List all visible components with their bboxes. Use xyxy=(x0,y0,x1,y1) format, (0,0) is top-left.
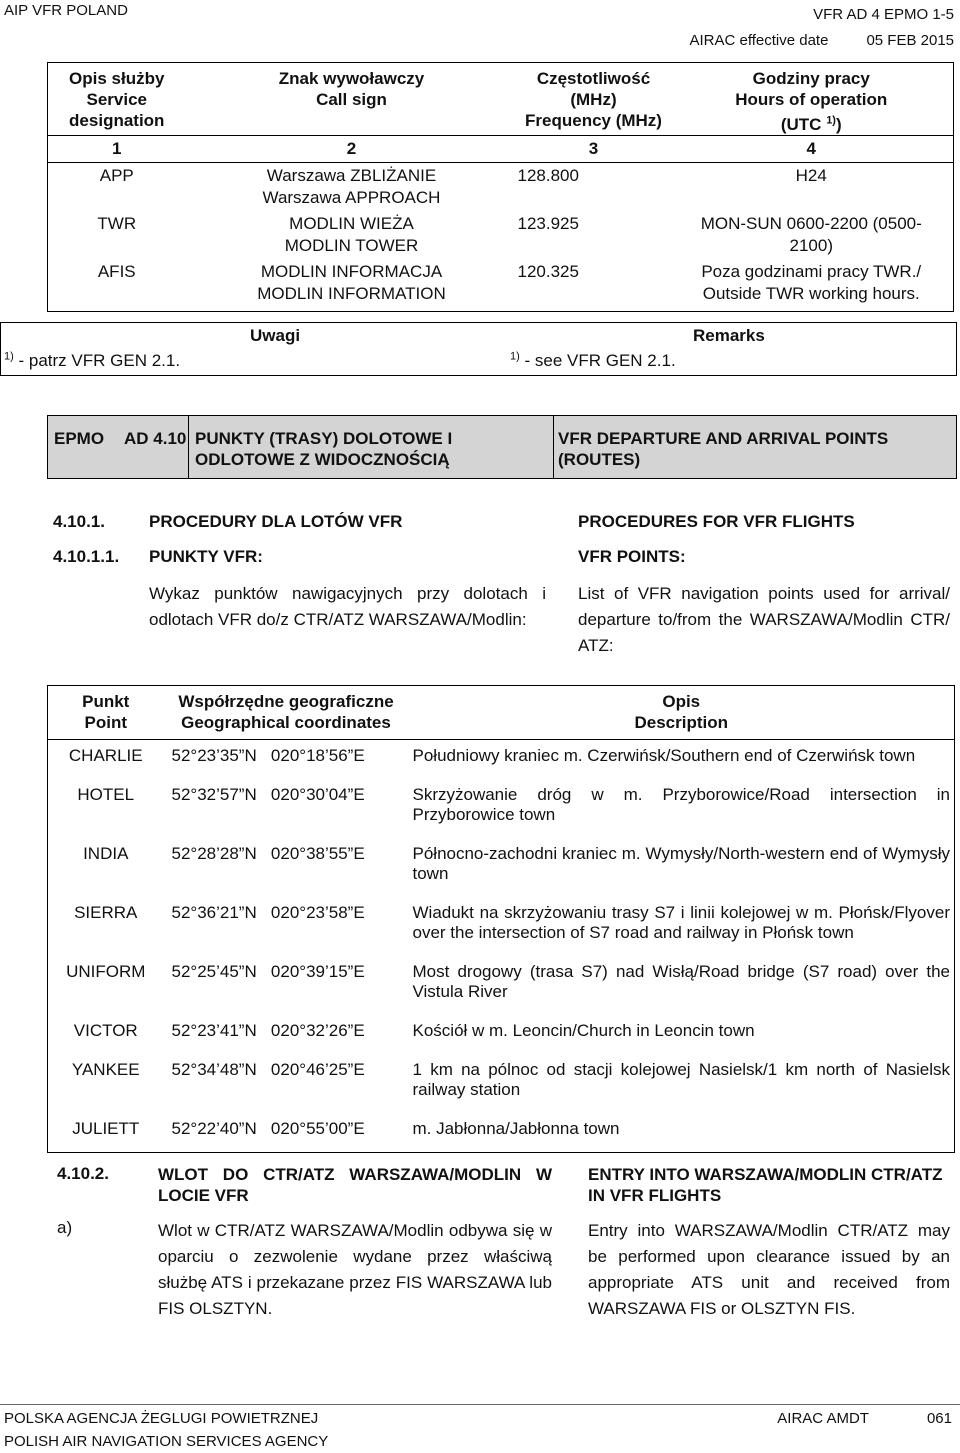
doc-header-right xyxy=(689,2,954,54)
col-point-header: Punkt Point xyxy=(48,686,164,740)
section-title-en: VFR DEPARTURE AND ARRIVAL POINTS (ROUTES) xyxy=(558,429,889,469)
effective-date: 05 FEB 2015 xyxy=(866,32,954,49)
table-row: TWR MODLIN WIEŻA MODLIN TOWER 123.925 MON-SUN 0600-2200 (0500- 2100) xyxy=(97,214,922,255)
col-hours-header: Godziny pracy Hours of operation (UTC $^{1)}$) xyxy=(735,69,888,134)
paragraph-number: 4.10.1.1. xyxy=(53,547,120,566)
table-row: CHARLIE 52°23’35”N 020°18’56”E Południowy kraniec m. Czerwińsk/Southern end of Czerwińsk town xyxy=(68,746,916,765)
section-title-pl: PUNKTY (TRASY) DOLOTOWE I ODLOTOWE Z WIDOCZNOŚCIĄ xyxy=(195,429,453,469)
table-row: SIERRA 52°36’21”N 020°23’58”E Wiadukt na skrzyżowaniu trasy S7 i linii kolejowej w m. Płońsk/Flyover over the intersection of S7 road and railway in Płońsk town xyxy=(74,903,950,942)
section-code: EPMO xyxy=(54,429,105,448)
paragraph-heading-en: VFR POINTS: xyxy=(578,547,686,566)
table-row: JULIETT 52°22’40”N 020°55’00”E m. Jabłonna/Jabłonna town xyxy=(72,1119,620,1138)
agency-name-en: POLISH AIR NAVIGATION SERVICES AGENCY xyxy=(4,1433,329,1450)
remarks-box xyxy=(0,322,957,376)
footer-right xyxy=(777,1407,952,1430)
table-row: APP Warszawa ZBLIŻANIE Warszawa APPROACH 128.800 H24 xyxy=(99,166,827,207)
col-description-header: Opis Description xyxy=(409,686,955,740)
paragraph-heading-pl: WLOT DO CTR/ATZ WARSZAWA/MODLIN W LOCIE VFR xyxy=(158,1165,552,1205)
amendment-label: AIRAC AMDT xyxy=(777,1410,869,1427)
section-header xyxy=(47,415,957,479)
table-row: INDIA 52°28’28”N 020°38’55”E Północno-zachodni kraniec m. Wymysły/North-western end of Wymysły town xyxy=(83,844,950,883)
col-service-header: Opis służby Service designation xyxy=(69,69,165,130)
points-table-header xyxy=(48,686,955,740)
table-row: AFIS MODLIN INFORMACJA MODLIN INFORMATION 120.325 Poza godzinami pracy TWR./ Outside TWR working hours. xyxy=(97,262,922,303)
frequency-table-header xyxy=(48,63,954,136)
item-text-pl: Wlot w CTR/ATZ WARSZAWA/Modlin odbywa się w oparciu o zezwolenie wydane przez właściwą służbę ATS i przekazane przez FIS WARSZAWA lub FIS OLSZTYN. xyxy=(158,1221,552,1318)
remark-pl: $^{1)}$ - patrz VFR GEN 2.1. xyxy=(4,350,181,370)
column-number-row: 1 2 3 4 xyxy=(48,136,954,163)
footer-divider xyxy=(0,1404,960,1405)
remark-en: $^{1)}$ - see VFR GEN 2.1. xyxy=(510,350,676,370)
col-coordinates-header: Współrzędne geograficzne Geographical coordinates xyxy=(164,686,409,740)
paragraph-heading-pl: PUNKTY VFR: xyxy=(149,547,263,566)
doc-header-left: AIP VFR POLAND xyxy=(4,2,128,19)
paragraph-text-en: List of VFR navigation points used for arrival/ departure to/from the WARSZAWA/Modlin CTR/ ATZ: xyxy=(578,584,950,655)
item-text-en: Entry into WARSZAWA/Modlin CTR/ATZ may be performed upon clearance issued by an appropriate ATS unit and received from WARSZAWA FIS or OLSZTYN FIS. xyxy=(588,1221,950,1318)
paragraph-number: 4.10.1. xyxy=(53,512,105,531)
table-row: VICTOR 52°23’41”N 020°32’26”E Kościół w m. Leoncin/Church in Leoncin town xyxy=(73,1021,755,1040)
section-number: AD 4.10 xyxy=(124,429,187,448)
section-divider xyxy=(188,416,189,478)
remarks-title-pl: Uwagi xyxy=(250,326,301,345)
paragraph-heading-en: PROCEDURES FOR VFR FLIGHTS xyxy=(578,512,855,531)
page-reference: VFR AD 4 EPMO 1-5 xyxy=(813,6,954,23)
section-divider xyxy=(553,416,554,478)
effective-date-line xyxy=(689,28,954,54)
agency-name-pl: POLSKA AGENCJA ŻEGLUGI POWIETRZNEJ xyxy=(4,1410,319,1427)
frequency-table xyxy=(47,62,954,312)
paragraph-heading-pl: PROCEDURY DLA LOTÓW VFR xyxy=(149,512,403,531)
item-label: a) xyxy=(57,1218,73,1237)
amendment-number: 061 xyxy=(926,1410,952,1427)
remarks-title-en: Remarks xyxy=(693,326,765,345)
table-row: HOTEL 52°32’57”N 020°30’04”E Skrzyżowanie dróg w m. Przyborowice/Road intersection in Przyborowice town xyxy=(77,785,950,824)
col-frequency-header: Częstotliwość (MHz) Frequency (MHz) xyxy=(525,69,662,130)
paragraph-heading-en: ENTRY INTO WARSZAWA/MODLIN CTR/ATZ IN VFR FLIGHTS xyxy=(588,1165,943,1205)
col-callsign-header: Znak wywoławczy Call sign xyxy=(278,69,425,109)
table-row: UNIFORM 52°25’45”N 020°39’15”E Most drogowy (trasa S7) nad Wisłą/Road bridge (S7 road) over the Vistula River xyxy=(66,962,950,1001)
paragraph-number: 4.10.2. xyxy=(57,1164,109,1183)
vfr-points-table xyxy=(47,685,955,1153)
paragraph-text-pl: Wykaz punktów nawigacyjnych przy dolotach i odlotach VFR do/z CTR/ATZ WARSZAWA/Modlin: xyxy=(149,584,546,629)
footer-left xyxy=(4,1407,328,1453)
effective-date-label: AIRAC effective date xyxy=(689,32,829,49)
table-row: YANKEE 52°34’48”N 020°46’25”E 1 km na pólnoc od stacji kolejowej Nasielsk/1 km north of Nasielsk railway station xyxy=(71,1060,950,1099)
